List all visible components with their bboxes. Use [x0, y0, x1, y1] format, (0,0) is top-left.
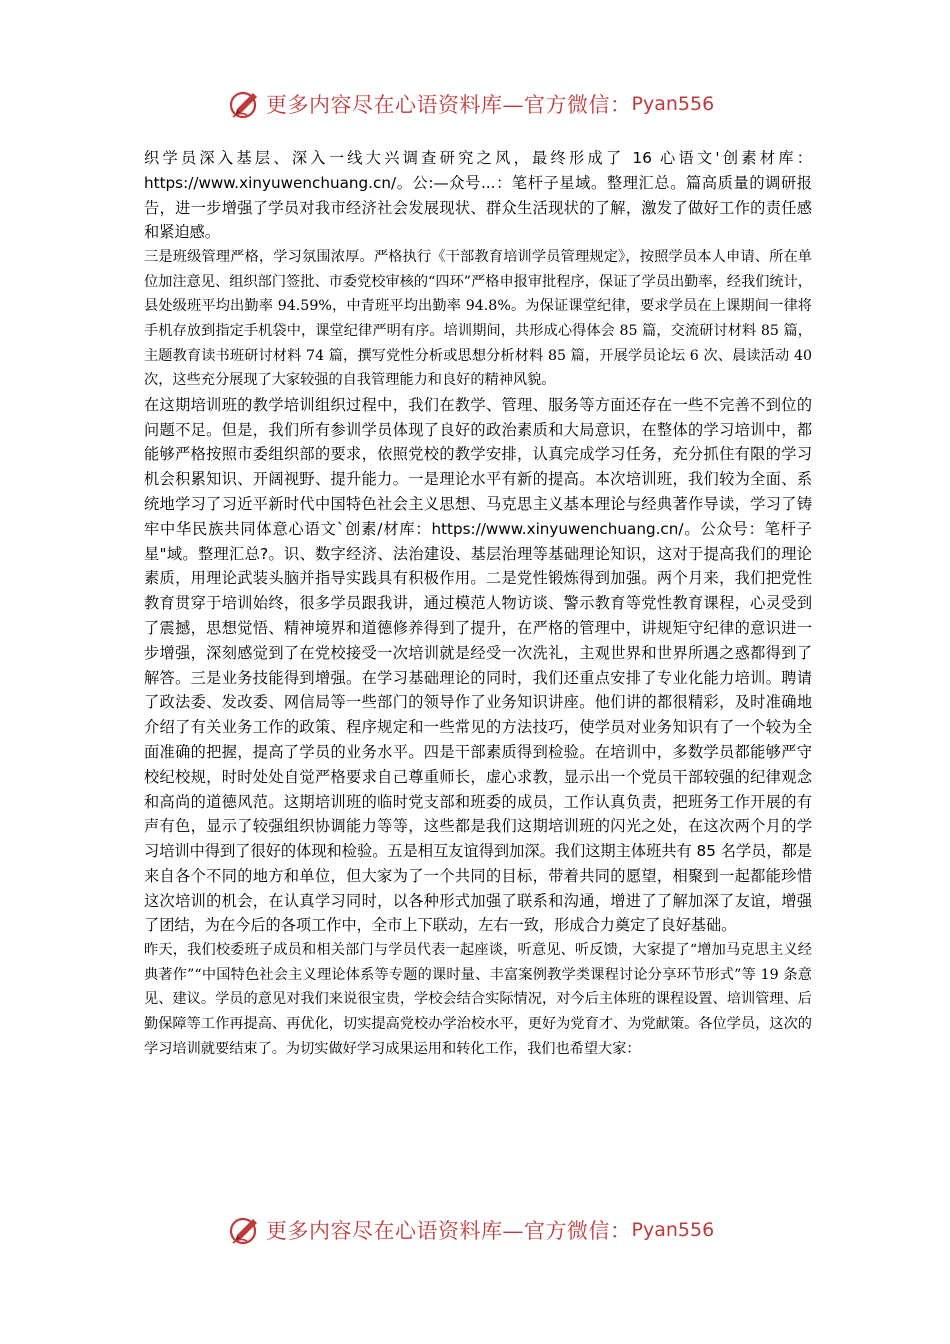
- footer-banner-wechat: Pyan556: [631, 1219, 715, 1241]
- header-banner-wechat: Pyan556: [631, 93, 715, 115]
- pen-logo-icon: [228, 1213, 262, 1247]
- header-banner-text: 更多内容尽在心语资料库—官方微信：: [266, 93, 632, 117]
- paragraph-3: 在这期培训班的教学培训组织过程中，我们在教学、管理、服务等方面还存在一些不完善不到位的问题不足。但是，我们所有参训学员体现了良好的政治素质和大局意识，在整体的学习培训中，都能够严格按照市委组织部的要求，依照党校的教学安排，认真完成学习任务，充分抓住有限的学习机会积累知识、开阔视野、提升能力。一是理论水平有新的提高。本次培训班，我们较为全面、系统地学习了习近平新时代中国特色社会主义思想、马克思主义基本理论与经典著作导读，学习了铸牢中华民族共同体意心语文`创素/材库：https://www.xinyuwenchuang.cn/。公众号：笔杆子星"域。整理汇总?。识、数字经济、法治建设、基层治理等基础理论知识，这对于提高我们的理论素质，用理论武装头脑并指导实践具有积极作用。二是党性锻炼得到加强。两个月来，我们把党性教育贯穿于培训始终，很多学员跟我讲，通过模范人物访谈、警示教育等党性教育课程，心灵受到了震撼，思想觉悟、精神境界和道德修养得到了提升，在严格的管理中，讲规矩守纪律的意识进一步增强，深刻感觉到了在党校接受一次培训就是经受一次洗礼，主观世界和世界所遇之惑都得到了解答。三是业务技能得到增强。在学习基础理论的同时，我们还重点安排了专业化能力培训。聘请了政法委、发改委、网信局等一些部门的领导作了业务知识讲座。他们讲的都很精彩，及时准确地介绍了有关业务工作的政策、程序规定和一些常见的方法技巧，使学员对业务知识有了一个较为全面准确的把握，提高了学员的业务水平。四是干部素质得到检验。在培训中，多数学员都能够严守校纪校规，时时处处自觉严格要求自己尊重师长，虚心求教，显示出一个党员干部较强的纪律观念和高尚的道德风范。这期培训班的临时党支部和班委的成员，工作认真负责，把班务工作开展的有声有色，显示了较强组织协调能力等等，这些都是我们这期培训班的闪光之处，在这次两个月的学习培训中得到了很好的体现和检验。五是相互友谊得到加深。我们这期主体班共有 85 名学员，都是来自各个不同的地方和单位，但大家为了一个共同的目标，带着共同的愿望，相聚到一起都能珍惜这次培训的机会，在认真学习同时，以各种形式加强了联系和沟通，增进了了解加深了友谊，增强了团结，为在今后的各项工作中，全市上下联动，左右一致，形成合力奠定了良好基础。: [144, 395, 812, 935]
- footer-banner: [228, 1210, 728, 1250]
- paragraph-4: 昨天，我们校委班子成员和相关部门与学员代表一起座谈，听意见、听反馈，大家提了“增加马克思主义经典著作”“中国特色社会主义理论体系等专题的课时量、丰富案例教学类课程讨论分享环节形式”等 19 条意见、建议。学员的意见对我们来说很宝贵，学校会结合实际情况，对今后主体班的课程设置、培训管理、后勤保障等工作再提高、再优化，切实提高党校办学治校水平，更好为党育才、为党献策。各位学员，这次的学习培训就要结束了。为切实做好学习成果运用和转化工作，我们也希望大家：: [144, 942, 812, 1057]
- footer-banner-text: 更多内容尽在心语资料库—官方微信：: [266, 1219, 632, 1243]
- paragraph-1: 织学员深入基层、深入一线大兴调查研究之风，最终形成了 16 心语文'创素材库：https://www.xinyuwenchuang.cn/。公:—众号...：笔杆子星域。整理汇总。篇高质量的调研报告，进一步增强了学员对我市经济社会发展现状、群众生活现状的了解，激发了做好工作的责任感和紧迫感。: [144, 149, 812, 242]
- pen-logo-icon: [228, 87, 262, 121]
- paragraph-2: 三是班级管理严格，学习氛围浓厚。严格执行《干部教育培训学员管理规定》，按照学员本人申请、所在单位加注意见、组织部门签批、市委党校审核的“四环”严格申报审批程序，保证了学员出勤率，经我们统计，县处级班平均出勤率 94.59%，中青班平均出勤率 94.8%。为保证课堂纪律，要求学员在上课期间一律将手机存放到指定手机袋中，课堂纪律严明有序。培训期间，共形成心得体会 85 篇，交流研讨材料 85 篇，主题教育读书班研讨材料 74 篇，撰写党性分析或思想分析材料 85 篇，开展学员论坛 6 次、晨读活动 40 次，这些充分展现了大家较强的自我管理能力和良好的精神风貌。: [144, 249, 812, 389]
- document-body: [144, 146, 812, 1061]
- header-banner: [228, 84, 728, 124]
